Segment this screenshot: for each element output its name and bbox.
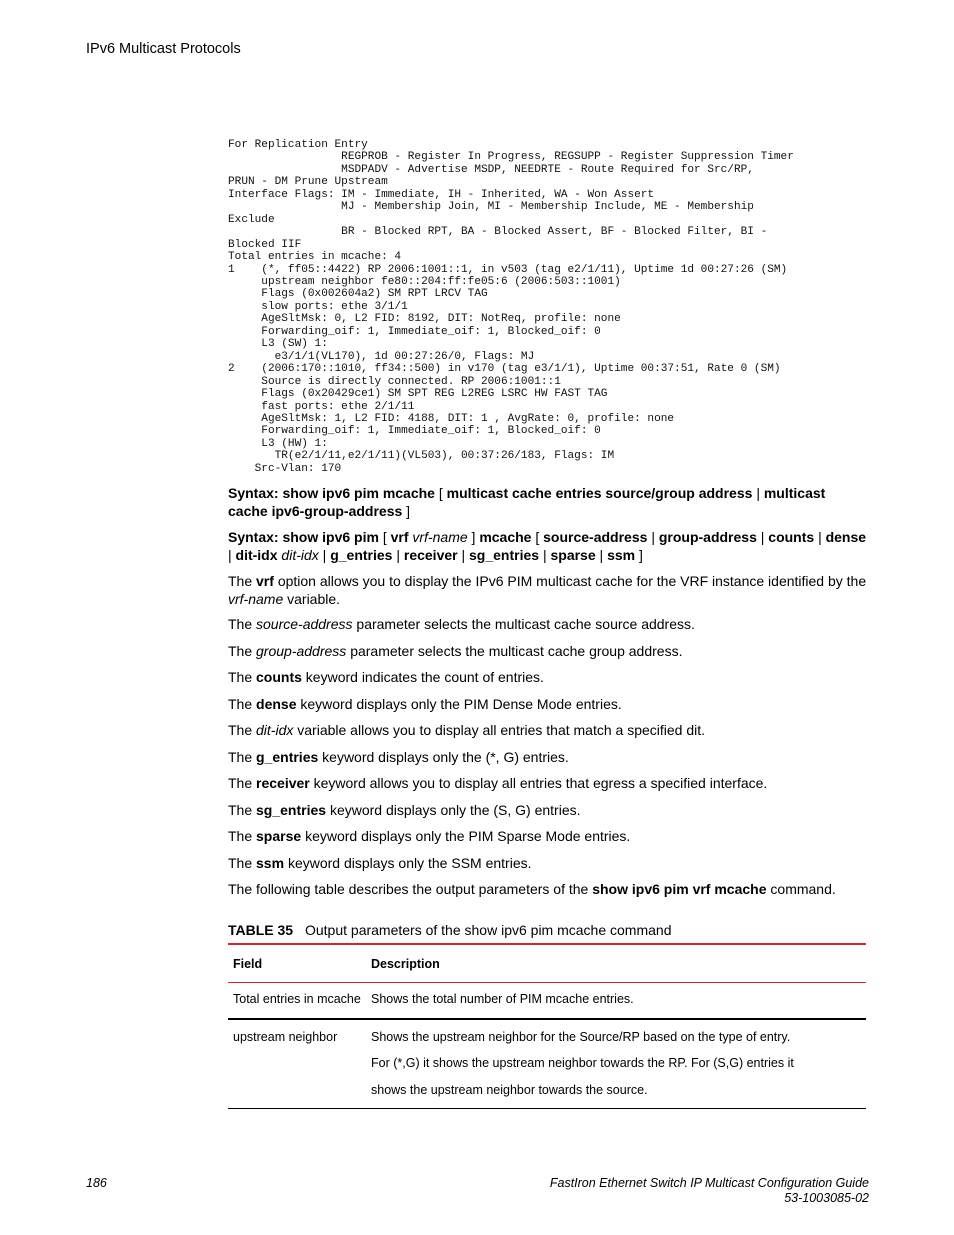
output-parameters-table: [228, 943, 866, 1109]
table-bottom-rule: [228, 1108, 866, 1109]
table-number: TABLE 35: [228, 922, 294, 938]
table-title: Output parameters of the show ipv6 pim mcache command: [304, 922, 672, 938]
para-sg-entries: The sg_entries keyword displays only the (S, G) entries.: [228, 802, 581, 818]
para-dit-idx: The dit-idx variable allows you to display all entries that match a specified dit.: [228, 722, 706, 738]
header-description: Description: [371, 957, 440, 971]
footer-guide-info: [550, 1176, 869, 1206]
para-receiver: The receiver keyword allows you to display all entries that egress a specified interface.: [228, 775, 768, 791]
para-vrf: The vrf option allows you to display the IPv6 PIM multicast cache for the VRF instance identified by the vrf-name variable.: [228, 573, 867, 607]
para-source-address: The source-address parameter selects the multicast cache source address.: [228, 616, 695, 632]
running-header: IPv6 Multicast Protocols: [86, 41, 241, 57]
row-field: Total entries in mcache: [233, 992, 361, 1006]
table-row: [228, 983, 866, 1018]
para-dense: The dense keyword displays only the PIM Dense Mode entries.: [228, 696, 622, 712]
doc-number: 53-1003085-02: [784, 1191, 869, 1205]
cli-output-code-block: For Replication Entry REGPROB - Register In Progress, REGSUPP - Register Suppression Timer MSDPADV - Advertise MSDP, NEEDRTE - Route Required for Src/RP, PRUN - DM Prune Upstream Interface Flags: IM - Immediate, IH - Inherited, WA - Won Assert MJ - Membership Join, MI - Membership Include, ME - Membership Exclude BR - Blocked RPT, BA - Blocked Assert, BF - Blocked Filter, BI - Blocked IIF Total entries in mcache: 4 1 (*, ff05::4422) RP 2006:1001::1, in v503 (tag e2/1/11), Uptime 1d 00:27:26 (SM) upstream neighbor fe80::204:ff:fe05:6 (2006:503::1001) Flags (0x002604a2) SM RPT LRCV TAG slow ports: ethe 3/1/1 AgeSltMsk: 0, L2 FID: 8192, DIT: NotReq, profile: none Forwarding_oif: 1, Immediate_oif: 1, Blocked_oif: 0 L3 (SW) 1: e3/1/1(VL170), 1d 00:27:26/0, Flags: MJ 2 (2006:170::1010, ff34::500) in v170 (tag e3/1/1), Uptime 00:37:51, Rate 0 (SM) Source is directly connected. RP 2006:1001::1 Flags (0x20429ce1) SM SPT REG L2REG LSRC HW FAST TAG fast ports: ethe 2/1/11 AgeSltMsk: 1, L2 FID: 4188, DIT: 1 , AvgRate: 0, profile: none Forwarding_oif: 1, Immediate_oif: 1, Blocked_oif: 0 L3 (HW) 1: TR(e2/1/11,e2/1/11)(VL503), 00:37:26/183, Flags: IM Src-Vlan: 170: [228, 139, 794, 475]
table-caption: [228, 922, 672, 938]
para-g-entries: The g_entries keyword displays only the (*, G) entries.: [228, 749, 569, 765]
syntax-show-ipv6-pim-vrf: Syntax: show ipv6 pim [ vrf vrf-name ] mcache [ source-address | group-address | counts | dense | dit-idx dit-idx | g_entries | receiver | sg_entries | sparse | ssm ]: [228, 529, 867, 563]
para-following-table: The following table describes the output parameters of the show ipv6 pim vrf mcache command.: [228, 881, 836, 897]
guide-title: FastIron Ethernet Switch IP Multicast Configuration Guide: [549, 1176, 869, 1190]
page-number: 186: [86, 1176, 107, 1190]
row-description-line: For (*,G) it shows the upstream neighbor towards the RP. For (S,G) entries it: [371, 1056, 794, 1070]
row-description: Shows the total number of PIM mcache entries.: [371, 992, 634, 1006]
row-description-line: shows the upstream neighbor towards the source.: [371, 1083, 648, 1097]
table-header-row: [228, 945, 866, 982]
table-row: [228, 1020, 866, 1108]
row-description-line: Shows the upstream neighbor for the Source/RP based on the type of entry.: [371, 1030, 791, 1044]
header-field: Field: [233, 957, 263, 971]
para-sparse: The sparse keyword displays only the PIM Sparse Mode entries.: [228, 828, 631, 844]
para-counts: The counts keyword indicates the count of entries.: [228, 669, 544, 685]
para-ssm: The ssm keyword displays only the SSM entries.: [228, 855, 532, 871]
syntax-show-ipv6-pim-mcache: Syntax: show ipv6 pim mcache [ multicast cache entries source/group address | multicast cache ipv6-group-address ]: [228, 485, 826, 519]
para-group-address: The group-address parameter selects the multicast cache group address.: [228, 643, 683, 659]
row-field: upstream neighbor: [233, 1030, 338, 1044]
